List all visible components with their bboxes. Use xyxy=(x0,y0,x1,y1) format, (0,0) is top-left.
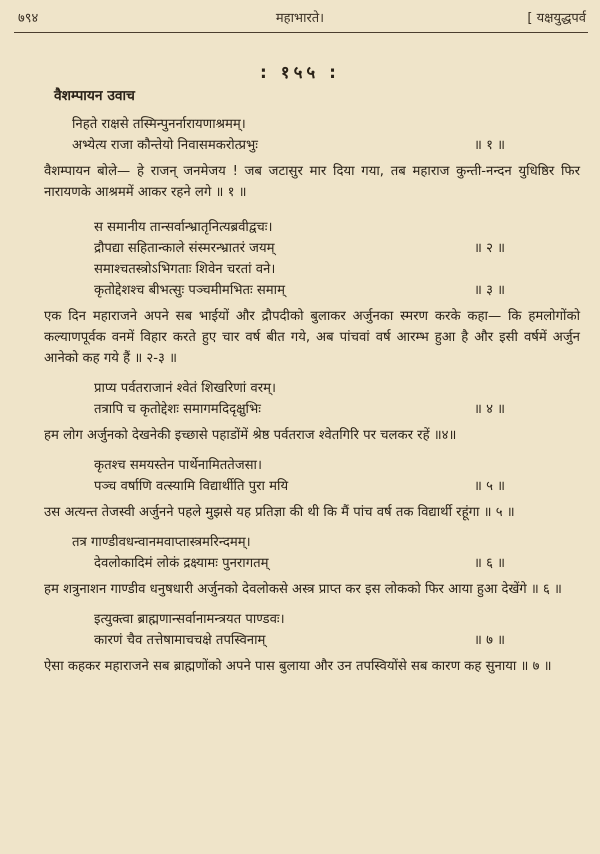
verse-block xyxy=(44,114,584,203)
verse-line xyxy=(54,630,584,651)
verse-text: प्राप्य पर्वतराजानं श्वेतं शिखरिणां वरम्। xyxy=(94,381,276,396)
verse-number: ॥ २ ॥ xyxy=(474,241,506,256)
verse-number: ॥ ४ ॥ xyxy=(474,402,506,417)
verse-line xyxy=(54,135,584,156)
verse-line xyxy=(54,280,584,301)
verse-text: कारणं चैव तत्तेषामाचचक्षे तपस्विनाम् xyxy=(94,633,266,648)
verse-line xyxy=(54,399,584,420)
verse-number: ॥ ६ ॥ xyxy=(474,556,506,571)
verse-text: तत्रापि च कृतोद्देशः समागमदिदृक्षुभिः xyxy=(94,402,261,417)
verse-line xyxy=(54,532,584,553)
translation: एक दिन महाराजने अपने सब भाईयों और द्रौपदीको बुलाकर अर्जुनका स्मरण करके कहा— कि हमलोगोंको कल्याणपूर्वक वनमें विहार करते हुए चार वर्ष बीत गये, अब पांचवां वर्ष आरम्भ हुआ है और इसी वर्षमें अर्जुन आनेको कह गये हैं ॥ २-३ ॥ xyxy=(44,309,580,366)
verse-line xyxy=(54,238,584,259)
verse-line xyxy=(54,609,584,630)
verse-text: कृतोद्देशश्च बीभत्सुः पञ्चमीमभितः समाम् xyxy=(94,283,285,298)
translation: वैशम्पायन बोले— हे राजन् जनमेजय ! जब जटासुर मार दिया गया, तब महाराज कुन्ती-नन्दन युधिष्ठिर फिर नारायणके आश्रममें आकर रहने लगे ॥ १ ॥ xyxy=(44,164,580,200)
verse-block xyxy=(44,378,584,446)
verse-line xyxy=(54,455,584,476)
verse-text: तत्र गाण्डीवधन्वानमवाप्तास्त्रमरिन्दमम्। xyxy=(72,535,251,550)
verse-number: ॥ ७ ॥ xyxy=(474,633,506,648)
verse-text: इत्युक्त्वा ब्राह्मणान्सर्वानामन्त्रयत पाण्डवः। xyxy=(94,612,285,627)
verse-line xyxy=(54,476,584,497)
verse-block xyxy=(44,609,584,677)
verse-number: ॥ ५ ॥ xyxy=(474,479,506,494)
translation: उस अत्यन्त तेजस्वी अर्जुनने पहले मुझसे यह प्रतिज्ञा की थी कि मैं पांच वर्ष तक विद्यार्थी रहूंगा ॥ ५ ॥ xyxy=(44,505,515,520)
page-number: ७९४ xyxy=(18,11,39,26)
verse-line xyxy=(54,114,584,135)
verse-text: स समानीय तान्सर्वान्भ्रातृनित्यब्रवीद्वचः। xyxy=(94,220,273,235)
verse-text: अभ्येत्य राजा कौन्तेयो निवासमकरोत्प्रभुः xyxy=(72,138,258,153)
verse-text: पञ्च वर्षाणि वत्स्यामि विद्यार्थीति पुरा मयि xyxy=(94,479,289,494)
verse-line xyxy=(54,217,584,238)
header-rule xyxy=(14,32,588,33)
chapter-number: : १५५ : xyxy=(260,63,340,83)
verse-text: द्रौपद्या सहितान्काले संस्मरन्भ्रातरं जयम् xyxy=(94,241,275,256)
verse-number: ॥ ३ ॥ xyxy=(474,283,506,298)
verse-line xyxy=(54,553,584,574)
text-body xyxy=(44,86,584,677)
verse-text: समाश्चतस्त्रोऽभिगताः शिवेन चरतां वने। xyxy=(94,262,276,277)
page-header xyxy=(0,0,600,30)
verse-block xyxy=(44,532,584,600)
translation: हम शत्रुनाशन गाण्डीव धनुषधारी अर्जुनको देवलोकसे अस्त्र प्राप्त कर इस लोकको फिर आया हुआ देखेंगे ॥ ६ ॥ xyxy=(44,582,562,597)
verse-number: ॥ १ ॥ xyxy=(474,138,506,153)
running-title: महाभारते। xyxy=(275,11,325,26)
verse-text: कृतश्च समयस्तेन पार्थेनामिततेजसा। xyxy=(94,458,262,473)
verse-block xyxy=(44,455,584,523)
verse-text: देवलोकादिमं लोकं द्रक्ष्यामः पुनरागतम् xyxy=(94,556,269,571)
speaker-heading: वैशम्पायन उवाच xyxy=(54,88,135,104)
verse-text: निहते राक्षसे तस्मिन्पुनर्नारायणाश्रमम्। xyxy=(72,117,246,132)
translation: ऐसा कहकर महाराजने सब ब्राह्मणोंको अपने पास बुलाया और उन तपस्वियोंसे सब कारण कह सुनाया ॥ ७ ॥ xyxy=(44,659,552,674)
section-title: [ यक्षयुद्धपर्व xyxy=(527,11,586,26)
verse-block xyxy=(44,217,584,369)
verse-line xyxy=(54,378,584,399)
translation: हम लोग अर्जुनको देखनेकी इच्छासे पहाडोंमें श्रेष्ठ पर्वतराज श्वेतगिरि पर चलकर रहें ॥४॥ xyxy=(44,428,457,443)
verse-line xyxy=(54,259,584,280)
